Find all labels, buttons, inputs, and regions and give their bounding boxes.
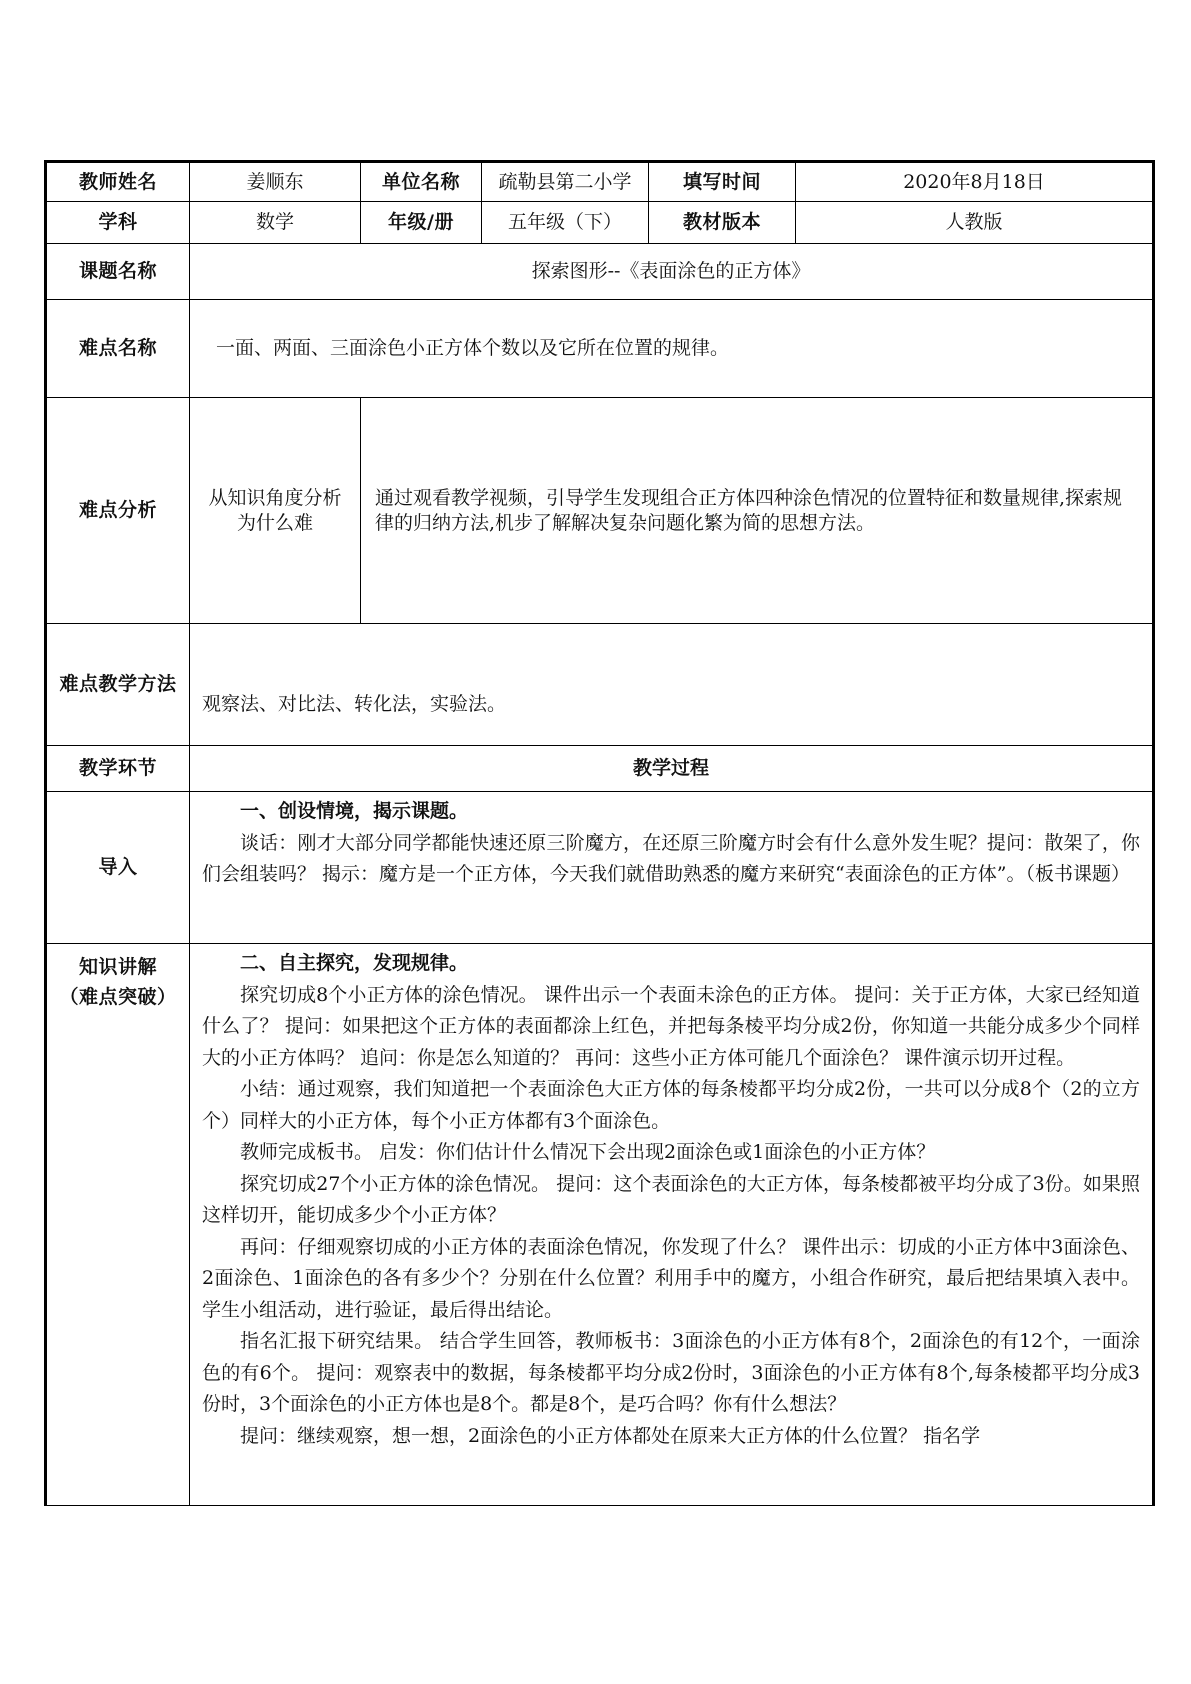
stage-header: 教学环节 bbox=[46, 746, 190, 792]
table-row bbox=[46, 624, 1154, 746]
knowledge-paragraph: 指名汇报下研究结果。 结合学生回答，教师板书：3面涂色的小正方体有8个，2面涂色的有12个，一面涂色的有6个。 提问：观察表中的数据，每条棱都平均分成2份时，3面涂色的小正方体有8个,每条棱都平均分成3份时，3个面涂色的小正方体也是8个。都是8个，是巧合吗？你有什么想法？ bbox=[202, 1330, 1140, 1415]
date-value: 2020年8月18日 bbox=[796, 162, 1154, 202]
topic-value: 探索图形--《表面涂色的正方体》 bbox=[190, 244, 1154, 300]
table-row bbox=[46, 202, 1154, 244]
school-label: 单位名称 bbox=[361, 162, 482, 202]
subject-label: 学科 bbox=[46, 202, 190, 244]
analysis-label: 难点分析 bbox=[46, 398, 190, 624]
intro-content bbox=[190, 792, 1154, 944]
knowledge-heading: 二、自主探究，发现规律。 bbox=[240, 952, 469, 974]
method-value: 观察法、对比法、转化法，实验法。 bbox=[190, 624, 1154, 746]
table-row bbox=[46, 746, 1154, 792]
table-row bbox=[46, 162, 1154, 202]
knowledge-paragraph: 探究切成27个小正方体的涂色情况。 提问：这个表面涂色的大正方体，每条棱都被平均分成了3份。如果照这样切开，能切成多少个小正方体？ bbox=[202, 1172, 1140, 1226]
knowledge-label bbox=[46, 944, 190, 1506]
edition-value: 人教版 bbox=[796, 202, 1154, 244]
difficulty-value: 一面、两面、三面涂色小正方体个数以及它所在位置的规律。 bbox=[190, 300, 1154, 398]
table-row bbox=[46, 398, 1154, 624]
grade-value: 五年级（下） bbox=[482, 202, 649, 244]
table-row bbox=[46, 244, 1154, 300]
table-row bbox=[46, 300, 1154, 398]
knowledge-label-line1: 知识讲解 bbox=[78, 956, 157, 978]
knowledge-label-line2: （难点突破） bbox=[59, 986, 177, 1008]
knowledge-content bbox=[190, 944, 1154, 1506]
analysis-question bbox=[190, 398, 361, 624]
edition-label: 教材版本 bbox=[649, 202, 796, 244]
knowledge-paragraph: 小结：通过观察，我们知道把一个表面涂色大正方体的每条棱都平均分成2份，一共可以分成8个（2的立方个）同样大的小正方体，每个小正方体都有3个面涂色。 bbox=[202, 1078, 1140, 1132]
process-header: 教学过程 bbox=[190, 746, 1154, 792]
knowledge-paragraph: 探究切成8个小正方体的涂色情况。 课件出示一个表面未涂色的正方体。 提问：关于正方体，大家已经知道什么了？ 提问：如果把这个正方体的表面都涂上红色，并把每条棱平均分成2份，你知道一共能分成多少个同样大的小正方体吗？ 追问：你是怎么知道的？ 再问：这些小正方体可能几个面涂色？ 课件演示切开过程。 bbox=[202, 983, 1140, 1069]
method-label: 难点教学方法 bbox=[46, 624, 190, 746]
difficulty-label: 难点名称 bbox=[46, 300, 190, 398]
intro-label: 导入 bbox=[46, 792, 190, 944]
date-label: 填写时间 bbox=[649, 162, 796, 202]
analysis-question-line2: 为什么难 bbox=[236, 511, 313, 534]
school-value: 疏勒县第二小学 bbox=[482, 162, 649, 202]
analysis-answer: 通过观看教学视频，引导学生发现组合正方体四种涂色情况的位置特征和数量规律,探索规律的归纳方法,机步了解解决复杂问题化繁为简的思想方法。 bbox=[361, 398, 1154, 624]
lesson-plan-table bbox=[44, 160, 1155, 1506]
teacher-value: 姜顺东 bbox=[190, 162, 361, 202]
table-row bbox=[46, 944, 1154, 1506]
grade-label: 年级/册 bbox=[361, 202, 482, 244]
table-row bbox=[46, 792, 1154, 944]
intro-text: 谈话：刚才大部分同学都能快速还原三阶魔方，在还原三阶魔方时会有什么意外发生呢？提问：散架了，你们会组装吗？ 揭示：魔方是一个正方体，今天我们就借助熟悉的魔方来研究“表面涂色的正方体”。（板书课题） bbox=[202, 831, 1140, 885]
knowledge-paragraph: 教师完成板书。 启发：你们估计什么情况下会出现2面涂色或1面涂色的小正方体？ bbox=[240, 1141, 936, 1163]
teacher-label: 教师姓名 bbox=[46, 162, 190, 202]
knowledge-paragraph: 提问：继续观察，想一想，2面涂色的小正方体都处在原来大正方体的什么位置？ 指名学 bbox=[240, 1424, 981, 1447]
intro-heading: 一、创设情境，揭示课题。 bbox=[240, 800, 469, 822]
knowledge-paragraph: 再问：仔细观察切成的小正方体的表面涂色情况，你发现了什么？ 课件出示：切成的小正方体中3面涂色、2面涂色、1面涂色的各有多少个？分别在什么位置？利用手中的魔方，小组合作研究，最后把结果填入表中。 学生小组活动，进行验证，最后得出结论。 bbox=[202, 1235, 1140, 1321]
analysis-question-line1: 从知识角度分析 bbox=[208, 486, 342, 509]
subject-value: 数学 bbox=[190, 202, 361, 244]
topic-label: 课题名称 bbox=[46, 244, 190, 300]
